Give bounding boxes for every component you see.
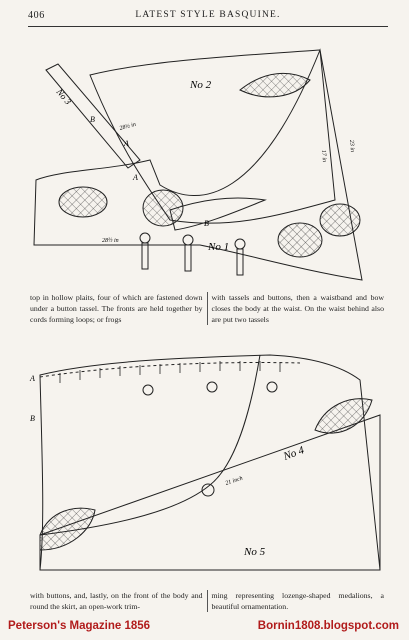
letter-b: B — [30, 414, 35, 423]
lozenge-medallion — [315, 399, 372, 433]
pattern-piece-5 — [40, 415, 380, 570]
text-block-2 — [30, 590, 384, 612]
column-divider — [207, 292, 208, 325]
column-divider — [207, 590, 208, 612]
page-title: LATEST STYLE BASQUINE. — [135, 10, 281, 20]
text-column-right: ming representing lozenge-shaped medalions, a beautiful ornamentation. — [211, 591, 384, 611]
pattern-figure-2 — [0, 335, 409, 590]
piece-label-3: No 3 — [54, 86, 74, 107]
lozenge-medallion — [143, 190, 183, 226]
lozenge-medallion — [240, 73, 310, 96]
letter-a-2: A — [124, 139, 129, 148]
measure-label: 17 in — [320, 149, 328, 163]
piece-label-1: No 1 — [208, 241, 230, 253]
tassel-buttons — [140, 233, 245, 275]
text-column-right: with tassels and buttons, then a waistband and bow closes the body at the waist. On the waist behind also are put two tassels — [211, 293, 384, 324]
measure-label: 28½ in — [102, 238, 119, 244]
piece-label-4: No 4 — [281, 444, 306, 463]
header-rule — [28, 26, 388, 27]
text-column-left: with buttons, and, lastly, on the front of the body and round the skirt, an open-work trim- — [30, 591, 203, 611]
pattern-figure-1 — [0, 30, 409, 290]
piece-label-5: No 5 — [244, 546, 266, 558]
letter-b-2: B — [204, 219, 209, 228]
piece-label-2: No 2 — [190, 79, 212, 91]
lozenge-medallion — [59, 187, 107, 217]
letter-a: A — [30, 374, 35, 383]
measure-label: 23 in — [348, 139, 356, 153]
footer-blog-link[interactable]: Bornin1808.blogspot.com — [257, 620, 399, 632]
page-number: 406 — [28, 10, 45, 21]
text-column-left: top in hollow plaits, four of which are fastened down under a button tassel. The fronts are held together by cords forming loops; or frogs — [30, 293, 203, 324]
measure-label: 28½ in — [118, 121, 137, 132]
page-header — [28, 10, 388, 26]
letter-b: B — [90, 115, 95, 124]
lozenge-medallion — [320, 204, 360, 236]
footer-source: Peterson's Magazine 1856 — [8, 620, 151, 632]
measure-label: 21 inch — [224, 475, 244, 487]
lozenge-medallion — [278, 223, 322, 257]
text-block-1 — [30, 292, 384, 325]
letter-a: A — [133, 173, 138, 182]
page-footer — [0, 616, 409, 638]
lozenge-medallion — [40, 508, 95, 550]
pattern-piece-4 — [40, 355, 380, 570]
